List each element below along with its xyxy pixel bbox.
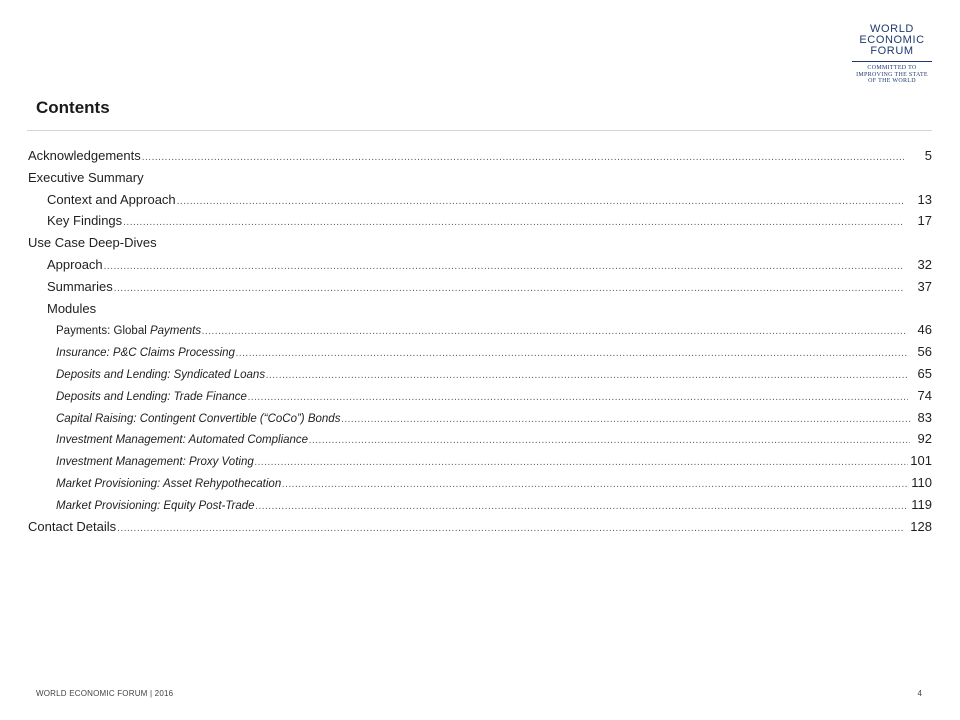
toc-entry-page: 92 [917,431,932,447]
toc-dot-leader [177,196,905,207]
toc-entry[interactable] [28,475,932,497]
toc-entry[interactable] [28,257,932,279]
toc-entry-title [56,434,308,446]
toc-entry-page: 56 [917,344,932,360]
toc-entry-title [56,413,340,425]
toc-entry-title [47,213,122,228]
logo-tagline-2: IMPROVING THE STATE [856,71,928,78]
toc-entry-title-text: Modules [47,300,97,316]
toc-entry-title [47,279,113,294]
toc-dot-leader [309,435,909,446]
toc-dot-leader [104,261,903,272]
toc-dot-leader [248,392,908,403]
toc-dot-leader [117,523,903,534]
toc-entry-title [47,192,176,207]
toc-entry-title-text: Key Findings [47,213,123,229]
toc-dot-leader [256,501,908,512]
toc-entry-page: 32 [917,256,932,272]
toc-entry-title-text: Investment Management: Proxy Voting [56,456,254,469]
toc-entry[interactable] [28,497,932,519]
logo-rule [852,61,932,62]
toc-entry-title [47,257,103,272]
toc-entry-title-text: Context and Approach [47,191,176,207]
toc-entry[interactable] [28,431,932,453]
toc-entry-title [56,478,281,490]
toc-entry[interactable] [28,213,932,235]
toc-entry-title-text: Market Provisioning: Equity Post-Trade [56,499,255,512]
toc-entry-title [28,519,116,534]
toc-entry-title [56,500,255,512]
toc-entry-title-text: Payments [146,325,202,338]
toc-dot-leader [341,414,910,425]
toc-entry-title-text: Approach [47,256,103,272]
wef-logo [848,24,936,85]
logo-tagline-1: COMMITTED TO [867,65,917,71]
page-title: Contents [36,98,110,117]
footer-page-number: 4 [917,689,922,698]
toc-dot-leader [266,370,908,381]
toc-entry-title-text: Market Provisioning: Asset Rehypothecation [56,477,282,490]
toc-entry-page: 46 [917,322,932,338]
logo-line-economic: ECONOMIC [859,34,925,46]
toc-entry-title [28,170,144,185]
toc-entry-page: 37 [917,278,932,294]
toc-entry-title-text: Deposits and Lending: Syndicated Loans [56,368,266,381]
toc-entry-title-text: Use Case Deep-Dives [28,235,157,251]
toc-entry[interactable] [28,279,932,301]
toc-dot-leader [142,152,904,163]
toc-entry[interactable] [28,322,932,344]
toc-entry-page: 65 [917,365,932,381]
toc-dot-leader [236,348,907,359]
toc-entry-page: 74 [917,387,932,403]
toc-entry-title-text: Executive Summary [28,169,144,185]
toc-entry-title [56,369,265,381]
toc-entry[interactable] [28,410,932,432]
toc-entry[interactable] [28,192,932,214]
toc-entry-title-prefix: Payments: Global [56,325,147,338]
toc-entry-title [56,391,247,403]
toc-entry-page: 13 [917,191,932,207]
toc-dot-leader [282,479,908,490]
toc-entry[interactable] [28,344,932,366]
toc-entry-title-text: Capital Raising: Contingent Convertible (“CoCo”) Bonds [56,412,341,425]
toc-entry-title-text: Contact Details [28,518,117,534]
toc-entry-title-text: Investment Management: Automated Compliance [56,434,309,447]
toc-entry[interactable] [28,388,932,410]
toc-dot-leader [202,326,906,337]
toc-entry-page: 5 [924,148,932,163]
toc-dot-leader [123,217,903,228]
toc-entry-title-text: Deposits and Lending: Trade Finance [56,390,247,403]
toc-entry[interactable] [28,170,932,192]
toc-entry-page: 17 [917,213,932,229]
toc-dot-leader [114,283,903,294]
toc-entry-page: 110 [911,474,932,490]
logo-line-world: WORLD [870,23,914,35]
toc-entry-title [56,456,254,468]
toc-entry-title [28,235,157,250]
toc-entry[interactable] [28,366,932,388]
toc-entry-title-text: Acknowledgements [28,148,141,163]
toc-entry-page: 83 [917,409,932,425]
toc-entry-title-text: Insurance: P&C Claims Processing [56,347,235,360]
toc-entry[interactable] [28,235,932,257]
toc-entry-title-text: Summaries [47,278,113,294]
toc-entry-page: 128 [910,518,932,534]
toc-entry-title [28,148,141,163]
toc-dot-leader [255,457,908,468]
toc-entry-title [56,325,201,337]
toc-entry[interactable] [28,453,932,475]
logo-line-forum: FORUM [870,45,914,57]
toc-entry-page: 101 [910,453,932,469]
table-of-contents [28,148,932,540]
toc-entry-title [56,347,235,359]
toc-entry[interactable] [28,148,932,170]
toc-entry-page: 119 [911,496,932,512]
toc-entry-title [47,301,96,316]
footer-publisher: WORLD ECONOMIC FORUM | 2016 [36,689,174,698]
logo-tagline-3: OF THE WORLD [868,78,916,84]
toc-entry[interactable] [28,301,932,323]
toc-entry[interactable] [28,519,932,541]
heading-divider [27,130,932,131]
